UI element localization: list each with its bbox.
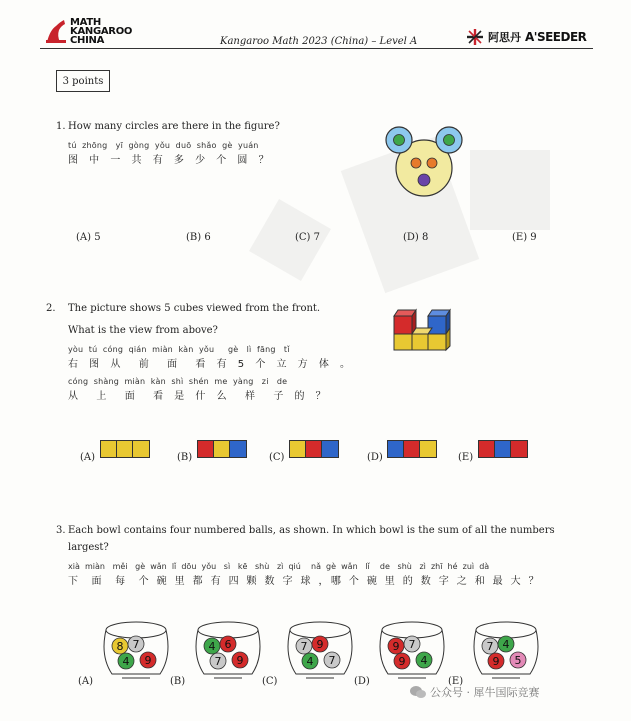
answer-option[interactable]: (D): [354, 676, 370, 687]
ball-number: 7: [132, 638, 140, 651]
answer-option[interactable]: (A): [78, 676, 94, 687]
cube-top-blue: [388, 441, 404, 457]
answer-option[interactable]: (A): [80, 452, 96, 463]
ball-number: 5: [514, 654, 522, 667]
numbered-ball: [112, 638, 128, 654]
circles-figure: [380, 118, 468, 202]
cubes-front-view: [390, 306, 456, 352]
bleed-through-shape: [470, 150, 550, 230]
bowl: [374, 616, 450, 684]
watermark-text: 公众号 · 犀牛国际竞赛: [430, 686, 540, 699]
cube-top-yellow: [101, 441, 117, 457]
question-text: Each bowl contains four numbered balls, as shown. In which bowl is the sum of all the numbers: [68, 525, 555, 536]
numbered-ball: [118, 653, 134, 669]
logo-text: MATH KANGAROO CHINA: [70, 17, 133, 46]
ball-number: 4: [306, 655, 314, 668]
question-text: How many circles are there in the figure?: [68, 121, 280, 132]
numbered-ball: [220, 636, 236, 652]
numbered-ball: [210, 653, 226, 669]
cube-top-red: [511, 441, 527, 457]
bowl-rim: [476, 622, 536, 638]
answer-option[interactable]: (E) 9: [512, 232, 537, 243]
numbered-ball: [140, 652, 156, 668]
question-hanzi: 图 中 一 共 有 多 少 个 圆 ？: [68, 155, 273, 166]
bowl-rim: [382, 622, 442, 638]
question-text: The picture shows 5 cubes viewed from the front.: [68, 303, 321, 314]
question-number: 3.: [56, 525, 66, 536]
aseeder-logo: [466, 28, 586, 46]
ball-number: 7: [214, 655, 222, 668]
answer-option[interactable]: (C): [269, 452, 285, 463]
aseeder-mark-icon: [466, 28, 484, 46]
ball-number: 4: [208, 640, 216, 653]
question-pinyin: xià miàn měi gè wǎn lǐ dōu yǒu sì kē shù zì qiú nǎ gè wǎn lǐ de shù zì zhī hé zuì dà: [68, 562, 490, 571]
question-hanzi: 从 上 面 看 是 什 么 样 子 的 ？: [68, 391, 330, 402]
ball-number: 8: [116, 640, 124, 653]
points-badge: 3 points: [56, 70, 110, 92]
top-view-bar: [478, 440, 528, 458]
answer-option[interactable]: (A) 5: [76, 232, 101, 243]
ball-number: 7: [486, 640, 494, 653]
top-view-bar: [387, 440, 437, 458]
math-kangaroo-logo: [44, 17, 133, 48]
ball-number: 4: [420, 654, 428, 667]
numbered-ball: [394, 653, 410, 669]
ball-number: 9: [398, 655, 406, 668]
numbered-ball: [388, 638, 404, 654]
numbered-ball: [296, 638, 312, 654]
header-rule: [40, 48, 593, 49]
answer-option[interactable]: (D): [367, 452, 383, 463]
cube-top-blue: [495, 441, 511, 457]
bowl-rim: [106, 622, 166, 638]
numbered-ball: [312, 636, 328, 652]
question-hanzi: 下 面 每 个 碗 里 都 有 四 颗 数 字 球 ，哪 个 碗 里 的 数 字 之 和 最 大 ？: [68, 576, 542, 587]
ball-number: 4: [502, 638, 510, 651]
bowl: [282, 616, 358, 684]
numbered-ball: [204, 638, 220, 654]
top-view-bar: [100, 440, 150, 458]
aseeder-cn-name: 阿思丹: [488, 31, 521, 44]
bowl-rim: [198, 622, 258, 638]
question-pinyin: cóng shàng miàn kàn shì shén me yàng zi de: [68, 377, 288, 386]
numbered-ball: [302, 653, 318, 669]
answer-option[interactable]: (D) 8: [403, 232, 429, 243]
answer-option[interactable]: (E): [458, 452, 474, 463]
cube-top-yellow: [420, 441, 436, 457]
answer-option[interactable]: (B) 6: [186, 232, 211, 243]
cube-top-yellow: [133, 441, 149, 457]
numbered-ball: [482, 638, 498, 654]
cube-top-red: [479, 441, 495, 457]
cube-top-yellow: [214, 441, 230, 457]
ball-number: 4: [122, 655, 130, 668]
question-number: 2.: [46, 303, 56, 314]
question-text-continuation: largest?: [68, 542, 109, 553]
ball-number: 9: [144, 654, 152, 667]
kangaroo-icon: [44, 18, 68, 44]
question-pinyin: tú zhōng yī gòng yǒu duō shǎo gè yuán: [68, 141, 259, 150]
bowl-rim: [290, 622, 350, 638]
bowl: [98, 616, 174, 684]
numbered-ball: [324, 652, 340, 668]
bowl: [190, 616, 266, 684]
question-hanzi: 右 图 从 前 面 看 有 5 个 立 方 体 。: [68, 359, 355, 370]
answer-option[interactable]: (C): [262, 676, 278, 687]
cube-top-red: [198, 441, 214, 457]
numbered-ball: [498, 636, 514, 652]
header-title: Kangaroo Math 2023 (China) – Level A: [220, 36, 418, 47]
answer-option[interactable]: (B): [170, 676, 186, 687]
cube-top-red: [306, 441, 322, 457]
cube-top-yellow: [290, 441, 306, 457]
question-subtext: What is the view from above?: [68, 325, 218, 336]
top-view-bar: [197, 440, 247, 458]
numbered-ball: [510, 652, 526, 668]
ball-number: 9: [316, 638, 324, 651]
question-number: 1.: [56, 121, 66, 132]
answer-option[interactable]: (B): [177, 452, 193, 463]
wechat-icon: [410, 685, 426, 699]
bowl: [468, 616, 544, 684]
ball-number: 7: [328, 654, 336, 667]
cube-top-red: [404, 441, 420, 457]
wechat-watermark: [410, 684, 540, 700]
numbered-ball: [232, 652, 248, 668]
cube-top-blue: [230, 441, 246, 457]
answer-option[interactable]: (E): [448, 676, 464, 687]
ball-number: 7: [408, 638, 416, 651]
ball-number: 7: [300, 640, 308, 653]
numbered-ball: [128, 636, 144, 652]
answer-option[interactable]: (C) 7: [295, 232, 320, 243]
ball-number: 6: [224, 638, 232, 651]
cube-top-yellow: [117, 441, 133, 457]
top-view-bar: [289, 440, 339, 458]
numbered-ball: [488, 653, 504, 669]
aseeder-en-name: A'SEEDER: [525, 30, 587, 44]
ball-number: 9: [492, 655, 500, 668]
question-pinyin: yòu tú cóng qián miàn kàn yǒu gè lì fāng tǐ: [68, 345, 290, 354]
numbered-ball: [404, 636, 420, 652]
cube-top-blue: [322, 441, 338, 457]
numbered-ball: [416, 652, 432, 668]
ball-number: 9: [392, 640, 400, 653]
ball-number: 9: [236, 654, 244, 667]
